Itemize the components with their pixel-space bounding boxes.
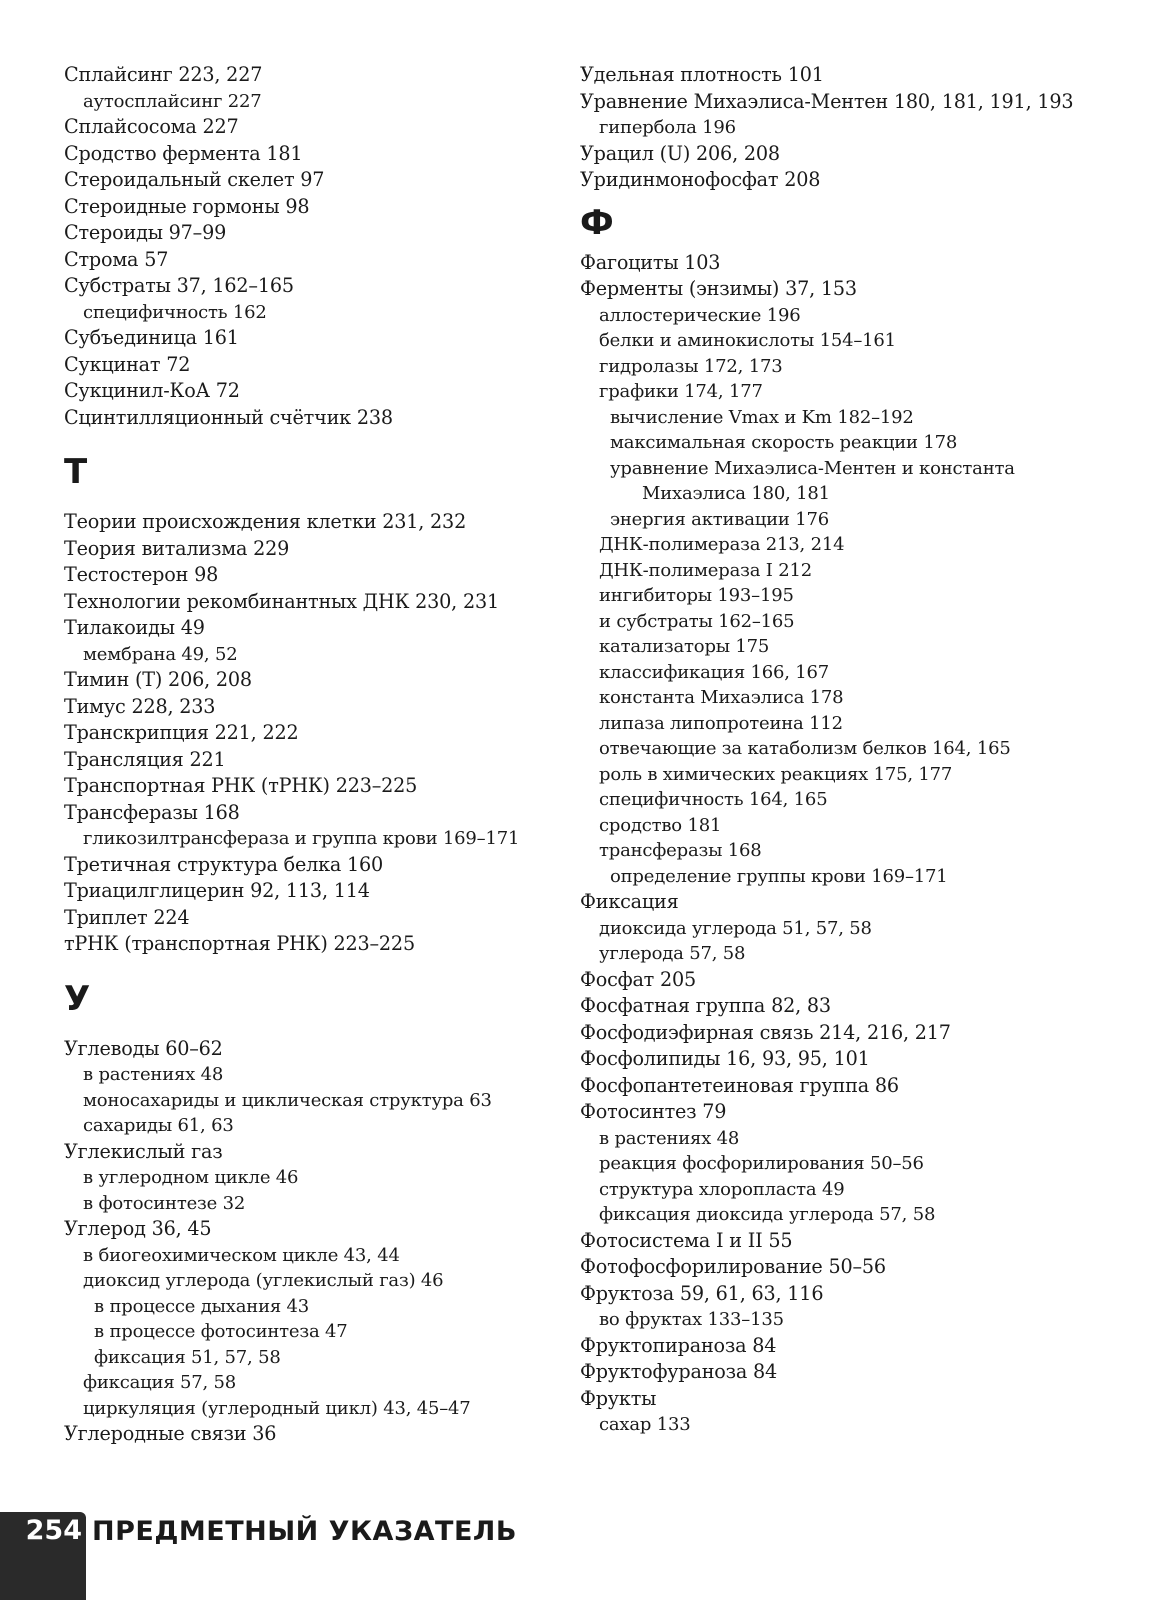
index-subentry: в растениях 48 [83,1064,224,1085]
index-entry: Фотосинтез 79 [580,1100,727,1123]
index-entry: Тимус 228, 233 [64,694,216,718]
index-entry: Сродство фермента 181 [64,141,303,165]
index-subentry: моносахариды и циклическая структура 63 [83,1089,492,1111]
index-subentry: циркуляция (углеродный цикл) 43, 45–47 [83,1397,471,1419]
index-subentry: определение группы крови 169–171 [610,865,948,887]
index-entry: Фрукты [580,1386,657,1410]
index-subentry: максимальная скорость реакции 178 [610,432,958,453]
index-entry: Сплайсосома 227 [64,115,239,138]
index-entry: Триплет 224 [64,905,190,929]
index-entry: Стероидальный скелет 97 [64,168,325,191]
index-subentry: белки и аминокислоты 154–161 [599,330,896,351]
index-entry: Теории происхождения клетки 231, 232 [64,510,467,533]
index-entry: Фотофосфорилирование 50–56 [580,1255,886,1278]
index-entry: Углеводы 60–62 [64,1036,223,1060]
index-letter-heading: Ф [580,202,614,243]
index-entry: Тилакоиды 49 [64,616,205,639]
index-subentry: роль в химических реакциях 175, 177 [599,763,953,785]
index-entry: Фиксация [580,890,679,913]
index-subentry: трансферазы 168 [599,840,762,861]
index-subentry: углерода 57, 58 [599,943,746,964]
index-subentry: классификация 166, 167 [599,661,830,683]
index-subentry: ингибиторы 193–195 [599,585,794,606]
index-subentry: графики 174, 177 [599,381,763,402]
index-subentry: в процессе фотосинтеза 47 [94,1321,348,1342]
index-entry: Урацил (U) 206, 208 [580,141,780,165]
index-entry: Фосфопантетеиновая группа 86 [580,1073,899,1097]
index-entry: Углерод 36, 45 [64,1217,212,1240]
index-subentry: гидролазы 172, 173 [599,355,783,377]
index-entry: Уридинмонофосфат 208 [580,168,821,191]
index-subentry: гипербола 196 [599,117,736,138]
index-subentry: аллостерические 196 [599,304,801,326]
index-entry: Фосфатная группа 82, 83 [580,994,831,1017]
index-entry: Фосфолипиды 16, 93, 95, 101 [580,1047,870,1070]
index-subentry: мембрана 49, 52 [83,643,238,665]
index-subentry: в растениях 48 [599,1127,740,1149]
index-entry: Уравнение Михаэлиса-Ментен 180, 181, 191, 193 [580,89,1074,113]
index-subentry: ДНК-полимераза 213, 214 [599,534,845,555]
index-entry: Стероидные гормоны 98 [64,194,310,218]
index-entry: Тестостерон 98 [64,563,219,586]
page-corner-shade [0,1550,86,1600]
index-subentry: реакция фосфорилирования 50–56 [599,1153,924,1174]
index-subentry: в фотосинтезе 32 [83,1192,246,1214]
section-title: ПРЕДМЕТНЫЙ УКАЗАТЕЛЬ [92,1515,517,1547]
index-entry: Фосфат 205 [580,967,697,991]
page-number: 254 [25,1515,82,1546]
index-entry: Субъединица 161 [64,326,239,349]
index-subentry: диоксид углерода (углекислый газ) 46 [83,1270,444,1291]
index-column-right [580,62,1100,1438]
index-entry: Триацилглицерин 92, 113, 114 [64,879,370,902]
index-entry: Углекислый газ [64,1139,223,1163]
page-footer [0,1512,517,1550]
index-entry: Теория витализма 229 [64,536,290,560]
index-entry: тРНК (транспортная РНК) 223–225 [64,932,415,955]
index-subentry: фиксация 57, 58 [83,1372,237,1393]
index-entry: Углеродные связи 36 [64,1422,277,1445]
index-column-left [64,62,564,1448]
index-entry: Транспортная РНК (тРНК) 223–225 [64,774,418,797]
index-letter-heading: У [64,978,91,1019]
index-subentry: в биогеохимическом цикле 43, 44 [83,1244,400,1266]
index-subentry: константа Михаэлиса 178 [599,687,844,708]
index-entry: Трансляция 221 [64,747,226,771]
index-entry: Фруктоза 59, 61, 63, 116 [580,1281,824,1305]
index-entry: Сплайсинг 223, 227 [64,63,263,86]
index-entry: Фруктопираноза 84 [580,1333,777,1357]
index-subentry: специфичность 162 [83,301,267,323]
index-subentry: в процессе дыхания 43 [94,1295,310,1317]
index-entry: Фагоциты 103 [580,250,721,274]
index-entry: Третичная структура белка 160 [64,852,384,876]
index-entry: Удельная плотность 101 [580,63,824,86]
index-subentry: структура хлоропласта 49 [599,1178,845,1200]
index-entry: Стероиды 97–99 [64,221,227,244]
index-subentry: фиксация 51, 57, 58 [94,1346,281,1368]
index-entry: Фосфодиэфирная связь 214, 216, 217 [580,1020,951,1044]
index-subentry: сахариды 61, 63 [83,1115,234,1136]
index-entry: Строма 57 [64,247,169,271]
index-entry: Фруктофураноза 84 [580,1360,778,1383]
index-entry: Субстраты 37, 162–165 [64,274,294,297]
index-subentry: диоксида углерода 51, 57, 58 [599,917,872,939]
index-entry: Трансферазы 168 [64,800,240,824]
index-subentry: гликозилтрансфераза и группа крови 169–171 [83,828,520,849]
index-subentry: вычисление Vmax и Km 182–192 [610,406,914,428]
index-subentry: специфичность 164, 165 [599,789,828,810]
index-subentry: уравнение Михаэлиса-Ментен и константа [610,457,1015,479]
index-entry: Тимин (Т) 206, 208 [64,668,252,691]
index-subentry: фиксация диоксида углерода 57, 58 [599,1204,936,1225]
index-subentry: и субстраты 162–165 [599,610,795,632]
index-entry: Транскрипция 221, 222 [64,721,299,744]
index-entry: Ферменты (энзимы) 37, 153 [580,277,857,300]
index-subentry: липаза липопротеина 112 [599,712,843,734]
index-entry: Сукцинил-КоА 72 [64,379,240,402]
index-subentry: сахар 133 [599,1414,691,1435]
index-subentry: в углеродном цикле 46 [83,1167,299,1188]
index-subentry: сродство 181 [599,814,722,836]
index-subentry: ДНК-полимераза I 212 [599,559,812,581]
index-entry: Сцинтилляционный счётчик 238 [64,405,393,429]
index-subentry: отвечающие за катаболизм белков 164, 165 [599,738,1011,759]
index-entry: Технологии рекомбинантных ДНК 230, 231 [64,589,499,613]
index-subentry: энергия активации 176 [610,508,830,530]
index-subentry: катализаторы 175 [599,636,770,657]
index-entry: Фотосистема I и II 55 [580,1228,793,1252]
index-subentry: аутосплайсинг 227 [83,90,262,112]
index-letter-heading: Т [64,452,88,492]
index-entry: Сукцинат 72 [64,352,191,376]
index-subentry: Михаэлиса 180, 181 [642,483,830,504]
index-subentry: во фруктах 133–135 [599,1309,784,1330]
page-number-tab [0,1512,86,1550]
